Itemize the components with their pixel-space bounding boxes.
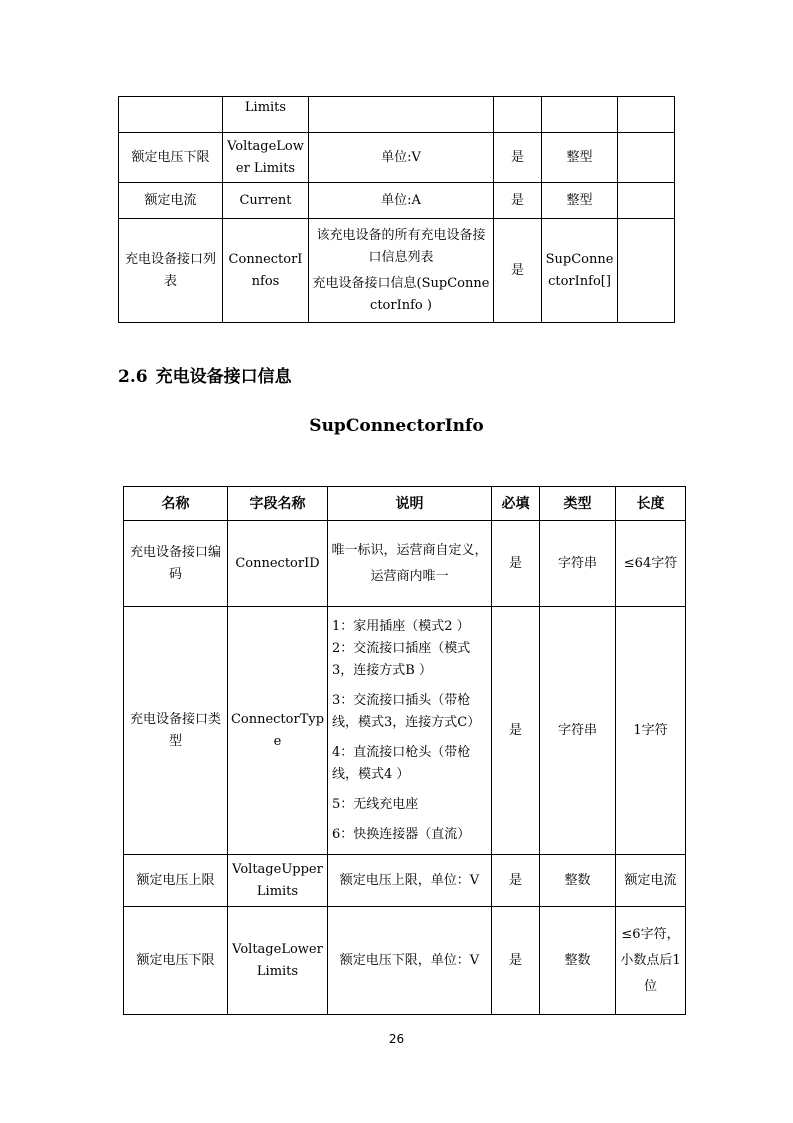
field-label: 充电设备接口编码 [124, 521, 228, 607]
field-description [328, 907, 492, 1015]
header-required: 必填 [492, 487, 540, 521]
header-type: 类型 [540, 487, 616, 521]
field-length [618, 97, 675, 133]
header-name: 名称 [124, 487, 228, 521]
description-line: 3：交流接口插头（带枪线，模式3，连接方式C） [332, 692, 481, 730]
description-line: 充电设备接口信息(SupConnectorInfo ) [312, 275, 490, 313]
field-type: 整数 [540, 855, 616, 907]
description-line: 单位:A [381, 192, 421, 208]
table-row [119, 183, 675, 219]
header-length: 长度 [616, 487, 686, 521]
header-field: 字段名称 [228, 487, 328, 521]
field-required: 是 [492, 521, 540, 607]
field-type: SupConnectorInfo[] [542, 219, 618, 323]
field-label: 充电设备接口类型 [124, 607, 228, 855]
field-length [618, 133, 675, 183]
description-line: 单位:V [381, 149, 421, 165]
field-label: 额定电压下限 [124, 907, 228, 1015]
field-name: VoltageLowerLimits [228, 907, 328, 1015]
description-line: 额定电压下限，单位：V [339, 952, 480, 968]
field-length: ≤6字符，小数点后1位 [616, 907, 686, 1015]
field-description [328, 607, 492, 855]
description-line: 1：家用插座（模式2 ） [332, 618, 470, 634]
table-row [119, 219, 675, 323]
field-length: ≤64字符 [616, 521, 686, 607]
table-row [124, 521, 686, 607]
field-name: ConnectorInfos [223, 219, 309, 323]
field-type: 整型 [542, 133, 618, 183]
field-description [328, 521, 492, 607]
description-line: 5：无线充电座 [332, 796, 419, 812]
field-length: 1字符 [616, 607, 686, 855]
field-description [328, 855, 492, 907]
description-line: 6：快换连接器（直流） [332, 826, 471, 842]
description-line: 唯一标识，运营商自定义， [331, 542, 488, 558]
table-title: SupConnectorInfo [309, 416, 484, 436]
field-required: 是 [494, 219, 542, 323]
description-line: 4：直流接口枪头（带枪线，模式4 ） [332, 744, 471, 782]
field-type: 字符串 [540, 607, 616, 855]
section-title: 充电设备接口信息 [155, 367, 292, 387]
field-label: 额定电压下限 [119, 133, 223, 183]
field-length: 额定电流 [616, 855, 686, 907]
field-required: 是 [492, 607, 540, 855]
page-number: 26 [388, 1032, 405, 1046]
field-required: 是 [492, 855, 540, 907]
field-name: Current [223, 183, 309, 219]
field-name: ConnectorID [228, 521, 328, 607]
description-line: 额定电压上限，单位：V [339, 872, 480, 888]
field-required [494, 97, 542, 133]
table-row [124, 607, 686, 855]
header-desc: 说明 [328, 487, 492, 521]
table-row [119, 97, 675, 133]
table-row [119, 133, 675, 183]
field-description [309, 183, 494, 219]
field-description [309, 219, 494, 323]
section-number: 2.6 [118, 367, 148, 387]
field-name: VoltageLower Limits [223, 133, 309, 183]
field-description [309, 133, 494, 183]
field-length [618, 219, 675, 323]
table-header-row [124, 487, 686, 521]
field-name: ConnectorType [228, 607, 328, 855]
field-type: 整数 [540, 907, 616, 1015]
field-length [618, 183, 675, 219]
field-label: 充电设备接口列表 [119, 219, 223, 323]
field-type: 字符串 [540, 521, 616, 607]
supconnectorinfo-table [123, 486, 686, 1015]
continued-field-table [118, 96, 675, 323]
field-required: 是 [494, 133, 542, 183]
description-line: 2：交流接口插座（模式3，连接方式B ） [332, 640, 471, 678]
section-heading [118, 366, 292, 388]
field-required: 是 [492, 907, 540, 1015]
field-type [542, 97, 618, 133]
field-description [309, 97, 494, 133]
field-label [119, 97, 223, 133]
field-label: 额定电流 [119, 183, 223, 219]
field-name: Limits [223, 97, 309, 133]
field-type: 整型 [542, 183, 618, 219]
description-line: 运营商内唯一 [370, 568, 449, 584]
description-line: 该充电设备的所有充电设备接口信息列表 [316, 227, 486, 265]
field-name: VoltageUpper Limits [228, 855, 328, 907]
table-row [124, 855, 686, 907]
field-required: 是 [494, 183, 542, 219]
field-label: 额定电压上限 [124, 855, 228, 907]
table-row [124, 907, 686, 1015]
